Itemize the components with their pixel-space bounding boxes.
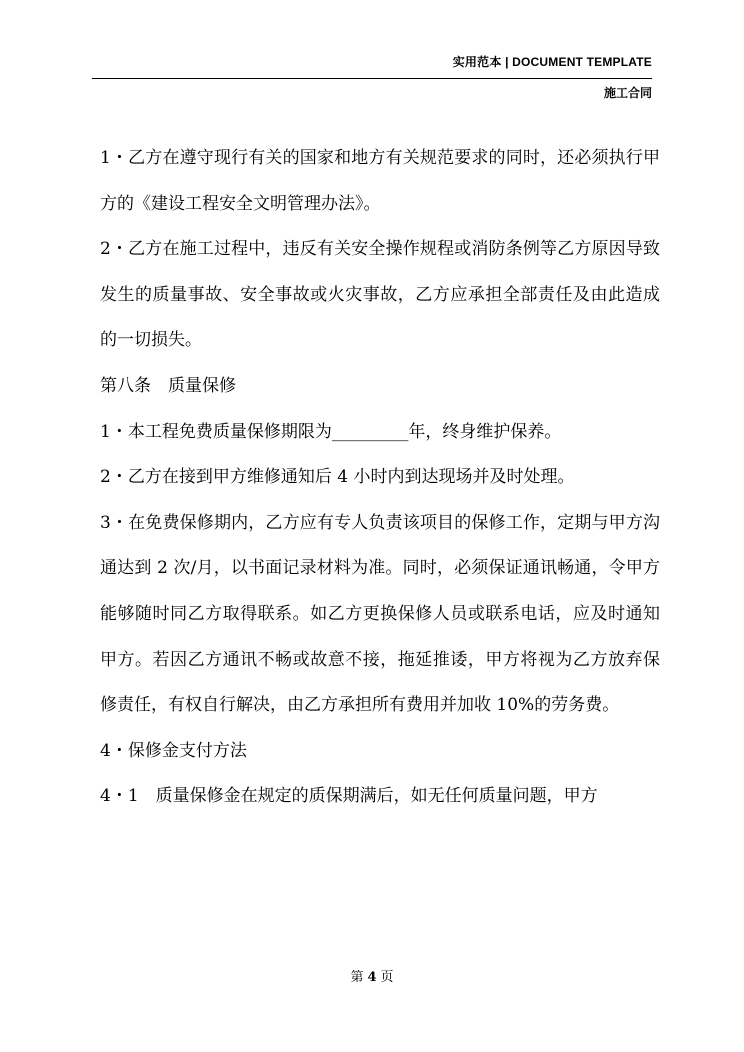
document-header-title: 实用范本 | DOCUMENT TEMPLATE bbox=[452, 55, 652, 69]
paragraph-accident-liability: 2・乙方在施工过程中，违反有关安全操作规程或消防条例等乙方原因导致发生的质量事故、安全事故或火灾事故，乙方应承担全部责任及由此造成的一切损失。 bbox=[100, 239, 660, 351]
page-footer bbox=[0, 966, 744, 985]
page-label-prefix: 第 bbox=[350, 970, 364, 985]
paragraph-retention-payment-heading: 4・保修金支付方法 bbox=[100, 740, 247, 761]
header-divider bbox=[92, 78, 652, 79]
paragraph-safety-compliance: 1・乙方在遵守现行有关的国家和地方有关规范要求的同时，还必须执行甲方的《建设工程安全文明管理办法》。 bbox=[100, 148, 660, 214]
section-heading-quality-warranty: 第八条 质量保修 bbox=[100, 375, 236, 396]
document-body bbox=[100, 136, 660, 820]
page-number: 4 bbox=[367, 970, 377, 985]
paragraph-warranty-staffing: 3・在免费保修期内，乙方应有专人负责该项目的保修工作，定期与甲方沟通达到 2 次/月，以书面记录材料为准。同时，必须保证通讯畅通，令甲方能够随时同乙方取得联系。如乙方更换保修人员或联系电话，应及时通知甲方。若因乙方通讯不畅或故意不接，拖延推诿，甲方将视为乙方放弃保修责任，有权自行解决，由乙方承担所有费用并加收 10%的劳务费。 bbox=[100, 512, 660, 716]
paragraph-warranty-period: 1・本工程免费质量保修期限为_________年，终身维护保养。 bbox=[100, 421, 562, 442]
paragraph-retention-release: 4・1 质量保修金在规定的质保期满后，如无任何质量问题，甲方 bbox=[100, 786, 598, 807]
page-label-suffix: 页 bbox=[380, 970, 394, 985]
document-header-subtitle: 施工合同 bbox=[603, 86, 652, 100]
paragraph-repair-response: 2・乙方在接到甲方维修通知后 4 小时内到达现场并及时处理。 bbox=[100, 467, 575, 488]
